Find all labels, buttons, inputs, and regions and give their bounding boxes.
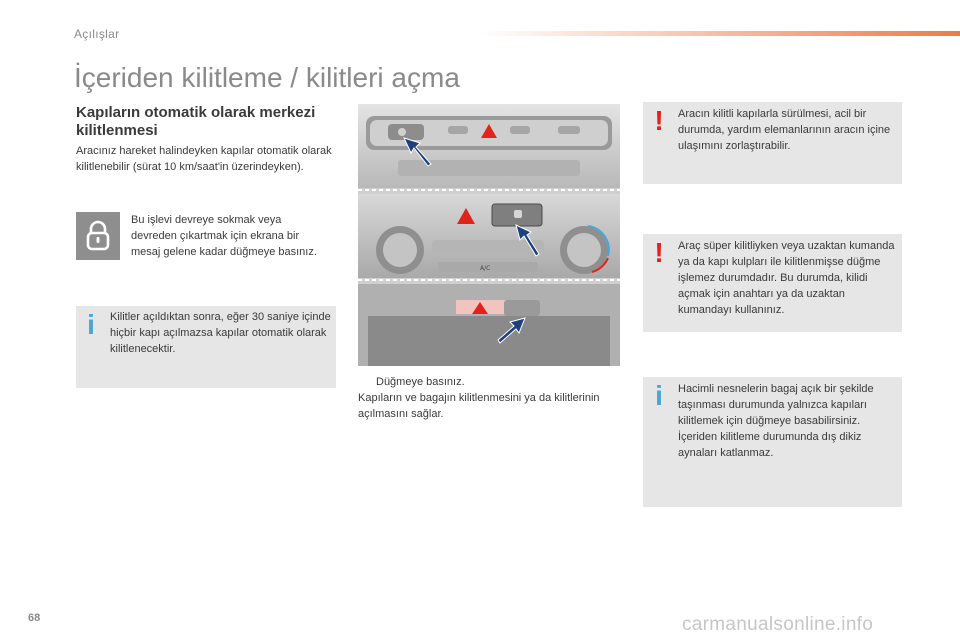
warning-icon: ! — [654, 237, 664, 268]
info-icon: i — [87, 309, 95, 340]
warning-icon: ! — [654, 105, 664, 136]
page-number: 68 — [28, 612, 41, 624]
dashboard-illustration — [358, 104, 620, 366]
info-box-bulky-line2: İçeriden kilitleme durumunda dış dikiz aynaları katlanmaz. — [678, 431, 862, 459]
lock-instruction: Bu işlevi devreye sokmak veya devreden çıkartmak için ekrana bir mesaj gelene kadar düğmeye basınız. — [131, 214, 317, 258]
ac-label: A/C — [480, 265, 491, 272]
bullet-text: Düğmeye basınız. — [376, 376, 465, 388]
section-label: Açılışlar — [74, 27, 120, 41]
info-box-bulky-objects-text — [678, 381, 898, 461]
info-box-auto-lock-text: Kilitler açıldıktan sonra, eğer 30 saniye içinde hiçbir kapı açılmazsa kapılar otomatik olarak kilitlenecektir. — [110, 311, 331, 355]
info-icon: i — [655, 380, 663, 411]
intro-paragraph: Aracınız hareket halindeyken kapılar otomatik olarak kilitlenebilir (sürat 10 km/saat'in üzerindeyken). — [76, 145, 332, 173]
info-box-bulky-line1: Hacimli nesnelerin bagaj açık bir şekilde taşınması durumunda yalnızca kapıları kilitlemek için düğmeye basabilirsiniz. — [678, 383, 874, 427]
illustration-caption — [358, 374, 618, 422]
caption-text: Kapıların ve bagajın kilitlenmesini ya da kilitlerinin açılmasını sağlar. — [358, 392, 600, 420]
warning-box-emergency-text: Aracın kilitli kapılarla sürülmesi, acil bir durumda, yardım elemanlarının aracın içine ulaşımını zorlaştırabilir. — [678, 108, 891, 152]
section-subtitle: Kapıların otomatik olarak merkezi kilitlenmesi — [76, 104, 316, 139]
header-accent-bar — [480, 31, 960, 36]
lock-icon — [76, 212, 120, 260]
page-title: İçeriden kilitleme / kilitleri açma — [74, 62, 460, 93]
bullet-instruction — [358, 374, 618, 390]
watermark: carmanualsonline.info — [682, 614, 874, 635]
warning-box-superlock-text: Araç süper kilitliyken veya uzaktan kumanda ya da kapı kulpları ile kilitlenmişse düğme işlemez durumdadır. Bu durumda, kilidi açmak için anahtarı ya da uzaktan kumandayı kullanınız. — [678, 240, 895, 316]
